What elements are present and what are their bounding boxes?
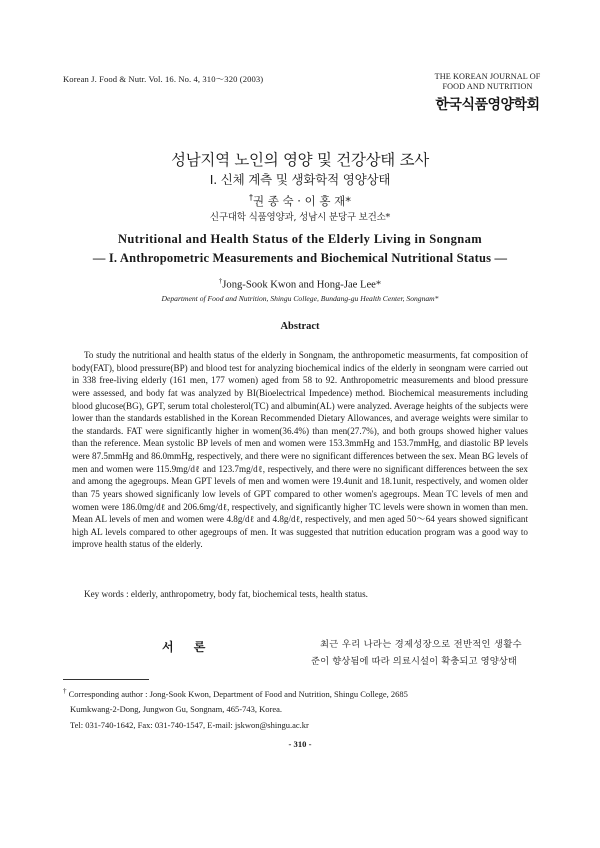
journal-citation: Korean J. Food & Nutr. Vol. 16. No. 4, 310～320 (2003)	[63, 74, 264, 84]
authors-english-names: Jong-Sook Kwon and Hong-Jae Lee*	[222, 279, 382, 291]
intro-text-line1: 최근 우리 나라는 경제성장으로 전반적인 생활수	[320, 639, 522, 650]
corresponding-author-footnote	[63, 684, 408, 733]
footnote-line2: Kumkwang-2-Dong, Jungwon Gu, Songnam, 465-743, Korea.	[70, 704, 283, 715]
subtitle-korean: I. 신체 계측 및 생화학적 영양상태	[209, 172, 391, 187]
section-heading-introduction: 서 론	[162, 640, 214, 654]
journal-name-ko: 한국식품영양학회	[435, 97, 540, 113]
title-english-line1: Nutritional and Health Status of the Elderly Living in Songnam	[117, 232, 483, 246]
dagger-mark-en: †	[218, 277, 223, 285]
journal-name-en-line1: THE KOREAN JOURNAL OF	[434, 72, 541, 81]
affiliation-korean: 신구대학 식품영양과, 성남시 분당구 보건소*	[209, 212, 391, 223]
title-english-line2: — I. Anthropometric Measurements and Biochemical Nutritional Status —	[92, 251, 508, 265]
abstract-body: To study the nutritional and health status of the elderly in Songnam, the anthropometic measurments, fat composition of body(FAT), blood pressure(BP) and blood test for analyzing biochemical indics of the elderly in seongnam were carried out in 338 free-living elderly (161 men, 177 women) aged from 58 to 92. Anthropometric measurements and blood pressure were assessed, and body fat was analyzed by BI(Bioelectrical Impedence) method. Biochemical measurements including blood glucose(BG), GPT, serum total cholesterol(TC) and albumin(AL) were analyzed. Average heights of the subjects were lower than the standards established in the Korean Recommended Dietary Allowances, and average weights were similar to the standards. FAT were significantly higher in women(36.4%) than men(27.7%), and both groups showed higher values than the reference. Mean systolic BP levels of men and women were 153.3mmHg and 153.7mmHg, and diastolic BP levels were 87.5mmHg and 86.0mmHg, respectively, and there were no significant differences between the sex. Mean BG levels of men and women were 115.9mg/dℓ and 123.7mg/dℓ, respectively, and there were no significant differences between the sex and among the agegroups. Mean GPT levels of men and women were 19.4unit and 18.1unit, respectively, and women older than 75 years showed significanly low levels of GPT compared to other women's agegroups. Mean TC levels of men and women were 186.0mg/dℓ and 206.6mg/dℓ, respectively, and significantly higher TC levels were shown in women than men. Mean AL levels of men and women were 4.8g/dℓ and 4.8g/dℓ, respectively, and men aged 50～64 years showed significant high AL levels compared to other agegroups of men. It was suggested that nutrition education program was a good way to improve health status of the elderly.	[72, 350, 528, 550]
journal-name-en-line2: FOOD AND NUTRITION	[442, 82, 533, 91]
footnote-line1	[63, 684, 408, 702]
dagger-mark: †	[249, 193, 253, 203]
affiliation-english: Department of Food and Nutrition, Shingu College, Bundang-gu Health Center, Songnam*	[161, 294, 439, 303]
abstract-heading: Abstract	[280, 321, 320, 332]
authors-korean-names: 권 종 숙 · 이 홍 재*	[253, 194, 351, 208]
title-korean: 성남지역 노인의 영양 및 건강상태 조사	[171, 151, 429, 169]
footnote-divider	[63, 679, 149, 680]
footnote-line3: Tel: 031-740-1642, Fax: 031-740-1547, E-mail: jskwon@shingu.ac.kr	[70, 719, 309, 730]
authors-english	[0, 277, 600, 291]
journal-logo	[430, 72, 545, 114]
footnote-dagger: †	[63, 687, 67, 695]
intro-text-line2: 준이 향상됨에 따라 의료시설이 확충되고 영양상태	[311, 656, 517, 667]
keywords: Key words : elderly, anthropometry, body fat, biochemical tests, health status.	[84, 589, 368, 599]
footnote-line1-text: Corresponding author : Jong-Sook Kwon, Department of Food and Nutrition, Shingu College, 2685	[68, 688, 408, 699]
page-number: - 310 -	[288, 739, 312, 749]
authors-korean	[0, 193, 600, 209]
